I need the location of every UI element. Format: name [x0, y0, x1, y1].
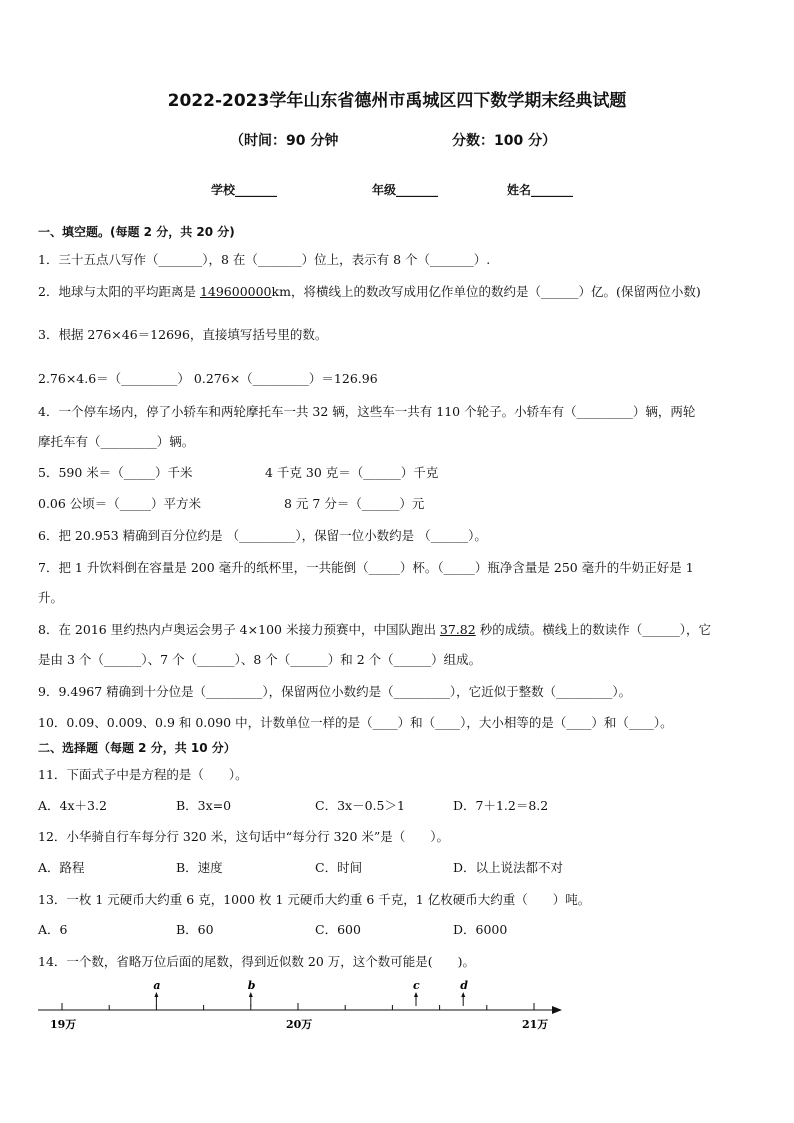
school-field[interactable]: 学校_______ — [211, 183, 278, 197]
point-a-label: a — [153, 979, 161, 992]
question-7-line-1: 7．把 1 升饮料倒在容量是 200 毫升的纸杯里，一共能倒（_____）杯。（_____）瓶净含量是 250 毫升的牛奶正好是 1 — [38, 560, 694, 575]
question-2 — [38, 282, 701, 300]
question-2-text-b: km，将横线上的数改写成用亿作单位的数约是（______）亿。(保留两位小数) — [271, 284, 701, 299]
question-12-option-d[interactable]: D．以上说法都不对 — [453, 860, 564, 875]
point-b-label: b — [247, 979, 256, 992]
question-13-option-c[interactable]: C．600 — [315, 922, 361, 937]
question-8-underlined-number: 37.82 — [439, 622, 476, 637]
question-5-line-1b: 4 千克 30 克＝（______）千克 — [265, 465, 439, 480]
question-8-text-b: 秒的成绩。横线上的数读作（______），它 — [475, 622, 711, 637]
question-5-line-2a: 0.06 公顷＝（_____）平方米 — [38, 496, 202, 511]
question-5-line-1a: 5．590 米＝（_____）千米 — [38, 465, 193, 480]
question-2-text-a: 2．地球与太阳的平均距离是 — [38, 284, 200, 299]
question-6: 6．把 20.953 精确到百分位约是 （_________），保留一位小数约是 （______）。 — [38, 528, 487, 543]
point-d-arrowhead — [461, 992, 465, 997]
number-line-label: 20万 — [286, 1018, 313, 1031]
point-b-arrowhead — [249, 992, 253, 997]
number-line-label: 19万 — [50, 1018, 77, 1031]
question-2-underlined-number: 149600000 — [199, 284, 272, 299]
exam-time: （时间：90 分钟 — [230, 133, 339, 149]
section-heading-fill-in: 一、填空题。(每题 2 分，共 20 分) — [38, 225, 235, 239]
question-1: 1．三十五点八写作（_______），8 在（_______）位上，表示有 8 个（_______）. — [38, 252, 491, 267]
question-13-option-d[interactable]: D．6000 — [453, 922, 508, 937]
grade-field[interactable]: 年级_______ — [372, 183, 439, 197]
number-line-figure — [0, 975, 794, 1045]
question-12: 12．小华骑自行车每分行 320 米，这句话中“每分行 320 米”是（ ）。 — [38, 829, 450, 844]
exam-score: 分数：100 分） — [452, 133, 557, 149]
question-11-option-b[interactable]: B．3x=0 — [176, 798, 232, 813]
section-heading-choice: 二、选择题（每题 2 分，共 10 分） — [38, 741, 236, 755]
question-7-line-2: 升。 — [38, 590, 64, 605]
question-13: 13．一枚 1 元硬币大约重 6 克，1000 枚 1 元硬币大约重 6 千克，1 亿枚硬币大约重（ ）吨。 — [38, 892, 591, 907]
question-13-option-b[interactable]: B．60 — [176, 922, 214, 937]
point-d-label: d — [460, 979, 468, 992]
question-8-line-1 — [38, 620, 711, 638]
question-10: 10．0.09、0.009、0.9 和 0.090 中，计数单位一样的是（____）和（____），大小相等的是（____）和（____）。 — [38, 715, 673, 730]
point-c-label: c — [413, 979, 420, 992]
question-11: 11．下面式子中是方程的是（ ）。 — [38, 767, 248, 782]
point-a-arrowhead — [154, 992, 158, 997]
question-11-option-c[interactable]: C．3x－0.5＞1 — [315, 798, 405, 813]
number-line-label: 21万 — [522, 1018, 549, 1031]
question-4-line-1: 4．一个停车场内，停了小轿车和两轮摩托车一共 32 辆，这些车一共有 110 个轮子。小轿车有（_________）辆，两轮 — [38, 404, 696, 419]
question-8-line-2: 是由 3 个（______）、7 个（______）、8 个（______）和 2 个（______）组成。 — [38, 652, 482, 667]
name-field[interactable]: 姓名_______ — [507, 183, 574, 197]
question-11-option-a[interactable]: A．4x＋3.2 — [38, 798, 107, 813]
question-13-option-a[interactable]: A．6 — [38, 922, 68, 937]
question-12-option-c[interactable]: C．时间 — [315, 860, 363, 875]
point-c-arrowhead — [414, 992, 418, 997]
question-8-text-a: 8．在 2016 里约热内卢奥运会男子 4×100 米接力预赛中，中国队跑出 — [38, 622, 440, 637]
question-12-option-a[interactable]: A．路程 — [38, 860, 85, 875]
question-3: 3．根据 276×46＝12696，直接填写括号里的数。 — [38, 327, 328, 342]
question-12-option-b[interactable]: B．速度 — [176, 860, 223, 875]
page-title: 2022-2023学年山东省德州市禹城区四下数学期末经典试题 — [167, 91, 627, 111]
number-line-arrowhead — [552, 1006, 562, 1014]
question-4-line-2: 摩托车有（_________）辆。 — [38, 434, 195, 449]
question-3-subline: 2.76×4.6＝（_________） 0.276×（_________）＝126.96 — [38, 371, 378, 386]
question-5-line-2b: 8 元 7 分＝（______）元 — [284, 496, 425, 511]
question-9: 9．9.4967 精确到十分位是（_________），保留两位小数约是（_________），它近似于整数（_________）。 — [38, 684, 632, 699]
question-11-option-d[interactable]: D．7＋1.2＝8.2 — [453, 798, 549, 813]
question-14: 14．一个数，省略万位后面的尾数，得到近似数 20 万，这个数可能是( )。 — [38, 954, 476, 969]
